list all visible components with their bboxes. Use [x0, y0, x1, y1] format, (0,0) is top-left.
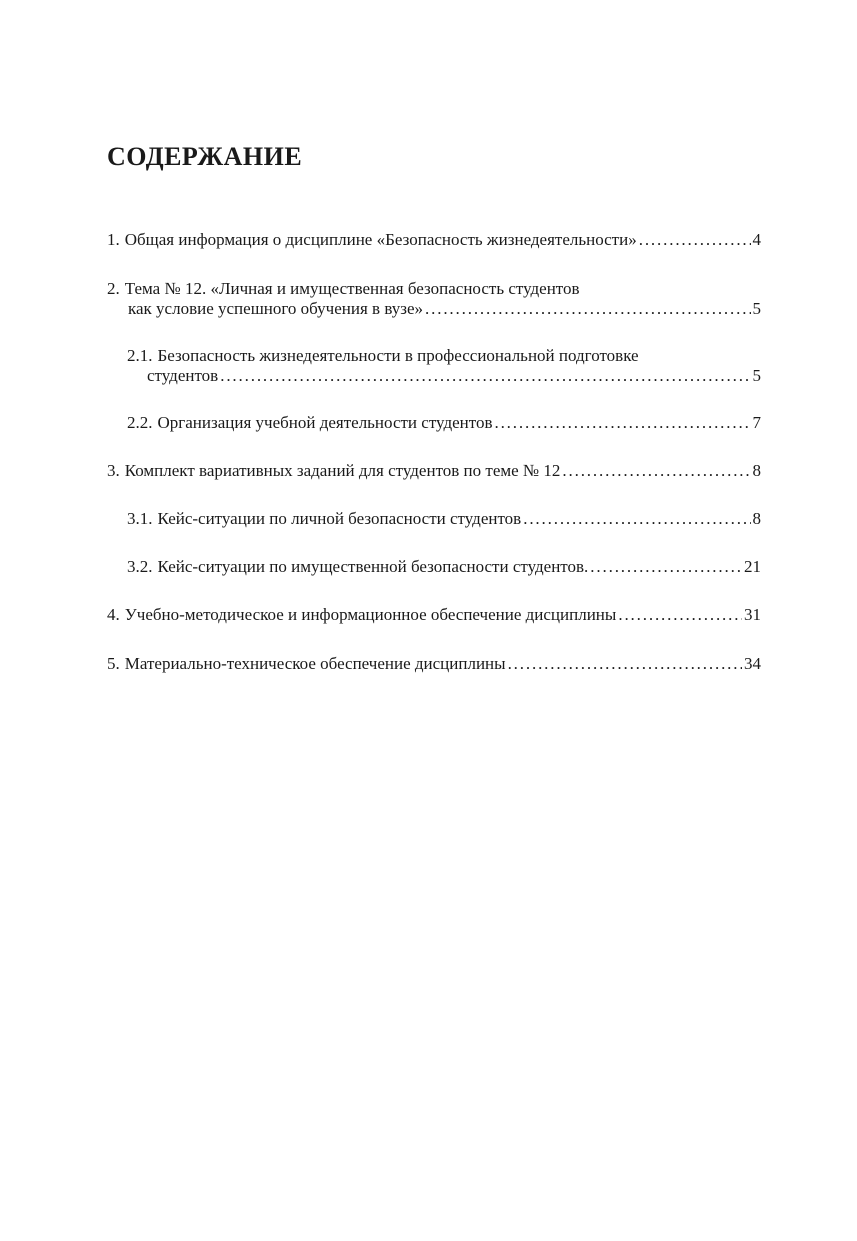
toc-entry-page: 21 — [744, 557, 761, 576]
toc-entry-number: 2.1. — [127, 346, 153, 365]
toc-entry-page: 5 — [752, 366, 761, 385]
toc-entry-number: 2. — [107, 279, 120, 298]
toc-entry-5[interactable] — [107, 654, 761, 674]
toc-entry-text-line1: Тема № 12. «Личная и имущественная безопасность студентов — [124, 279, 580, 298]
toc-entry-3-2[interactable] — [127, 557, 761, 577]
toc-entry-4[interactable] — [107, 605, 761, 625]
toc-entry-text: Материально-техническое обеспечение дисциплины — [124, 654, 506, 673]
toc-entry-page: 7 — [752, 413, 761, 432]
dot-leader — [618, 605, 742, 625]
dot-leader — [508, 654, 742, 674]
toc-entry-text: Кейс-ситуации по имущественной безопасности студентов. — [157, 557, 589, 576]
toc-entry-number: 3.1. — [127, 509, 153, 528]
dot-leader — [562, 461, 750, 481]
toc-entry-3[interactable] — [107, 461, 761, 481]
toc-entry-text-line1: Безопасность жизнедеятельности в профессиональной подготовке — [157, 346, 639, 365]
toc-entry-3-1[interactable] — [127, 509, 761, 529]
dot-leader — [590, 557, 742, 577]
dot-leader — [639, 230, 751, 250]
toc-entry-2-1[interactable] — [127, 346, 761, 386]
toc-entry-text-line2: как условие успешного обучения в вузе» — [128, 299, 424, 318]
toc-entry-text: Кейс-ситуации по личной безопасности студентов — [157, 509, 522, 528]
toc-entry-number: 1. — [107, 230, 120, 249]
toc-entry-1[interactable] — [107, 230, 761, 250]
toc-entry-number: 3.2. — [127, 557, 153, 576]
toc-entry-page: 5 — [752, 299, 761, 318]
page-title: СОДЕРЖАНИЕ — [107, 142, 303, 171]
dot-leader — [220, 366, 750, 386]
toc-entry-page: 31 — [744, 605, 761, 624]
dot-leader — [523, 509, 750, 529]
toc-entry-text-line2: студентов — [147, 366, 219, 385]
dot-leader — [494, 413, 750, 433]
toc-entry-2-2[interactable] — [127, 413, 761, 433]
dot-leader — [425, 299, 750, 319]
toc-entry-number: 2.2. — [127, 413, 153, 432]
toc-entry-number: 5. — [107, 654, 120, 673]
toc-entry-text: Комплект вариативных заданий для студентов по теме № 12 — [124, 461, 561, 480]
toc-entry-number: 3. — [107, 461, 120, 480]
toc-entry-text: Общая информация о дисциплине «Безопасность жизнедеятельности» — [124, 230, 637, 249]
toc-entry-page: 34 — [744, 654, 761, 673]
toc-entry-text: Организация учебной деятельности студентов — [157, 413, 493, 432]
toc-entry-text: Учебно-методическое и информационное обеспечение дисциплины — [124, 605, 617, 624]
toc-entry-2[interactable] — [107, 279, 761, 319]
toc-entry-page: 4 — [752, 230, 761, 249]
toc-entry-number: 4. — [107, 605, 120, 624]
toc-entry-page: 8 — [752, 509, 761, 528]
toc-entry-page: 8 — [752, 461, 761, 480]
